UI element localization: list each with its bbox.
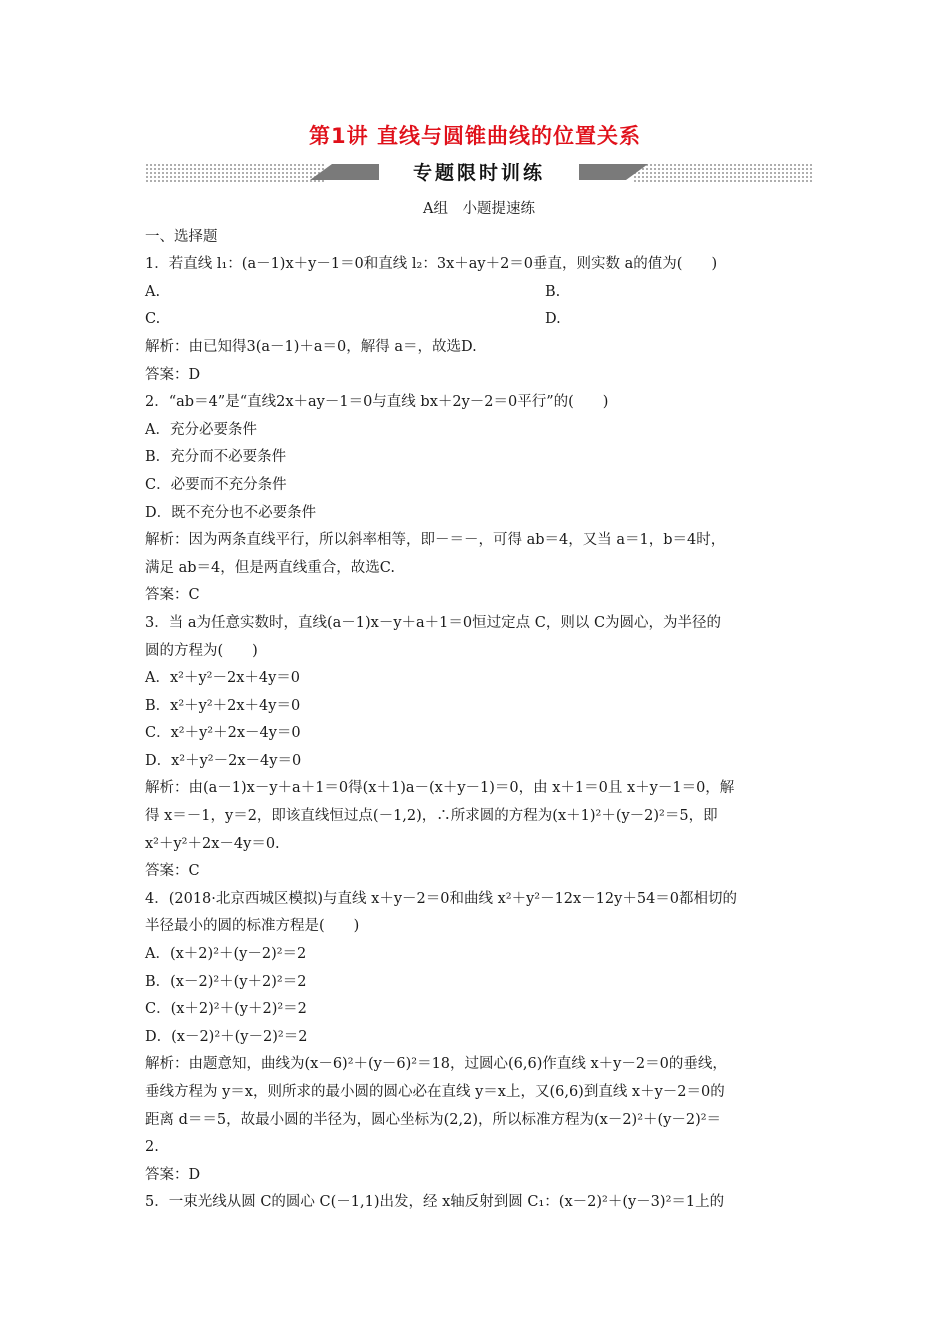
question-4-answer: 答案：D: [145, 1166, 201, 1183]
question-4-option-a: A．(x＋2)²＋(y－2)²＝2: [145, 946, 307, 963]
question-3-option-c: C．x²＋y²＋2x－4y＝0: [145, 725, 301, 742]
question-2-option-c: C．必要而不充分条件: [145, 476, 287, 493]
question-2-answer: 答案：C: [145, 587, 200, 604]
question-4-option-b: B．(x－2)²＋(y＋2)²＝2: [145, 973, 307, 990]
question-2-option-d: D．既不充分也不必要条件: [145, 504, 317, 521]
question-2-analysis-line-2: 满足 ab＝4，但是两直线重合，故选C.: [145, 559, 395, 576]
question-2-stem: 2．“ab＝4”是“直线2x＋ay－1＝0与直线 bx＋2y－2＝0平行”的( ): [145, 394, 609, 411]
question-3-answer: 答案：C: [145, 863, 200, 880]
page-title: 第1讲 直线与圆锥曲线的位置关系: [309, 124, 641, 148]
question-3-analysis-line-1: 解析：由(a－1)x－y＋a＋1＝0得(x＋1)a－(x＋y－1)＝0，由 x＋1＝0且 x＋y－1＝0，解: [145, 780, 735, 797]
question-4-analysis-line-4: 2.: [145, 1139, 159, 1156]
question-3-option-b: B．x²＋y²＋2x＋4y＝0: [145, 697, 301, 714]
question-1-stem: 1．若直线 l₁：(a－1)x＋y－1＝0和直线 l₂：3x＋ay＋2＝0垂直，则实数 a的值为( ): [145, 256, 718, 273]
question-1-analysis: 解析：由已知得3(a－1)＋a＝0，解得 a＝，故选D.: [145, 338, 477, 355]
question-3-analysis-line-3: x²＋y²＋2x－4y＝0.: [145, 835, 280, 852]
question-1-option-a: A.: [145, 283, 161, 300]
question-2-analysis-line-1: 解析：因为两条直线平行，所以斜率相等，即－＝－，可得 ab＝4，又当 a＝1，b＝4时，: [145, 532, 726, 549]
question-5-stem-line-1: 5．一束光线从圆 C的圆心 C(－1,1)出发，经 x轴反射到圆 C₁：(x－2)²＋(y－3)²＝1上的: [145, 1194, 725, 1211]
question-4-analysis-line-3: 距离 d＝＝5，故最小圆的半径为，圆心坐标为(2,2)，所以标准方程为(x－2)²＋(y－2)²＝: [145, 1111, 722, 1128]
group-heading: A组 小题提速练: [423, 201, 535, 217]
banner-dot-pattern-right: [633, 163, 813, 183]
question-4-analysis-line-1: 解析：由题意知，曲线为(x－6)²＋(y－6)²＝18，过圆心(6,6)作直线 x＋y－2＝0的垂线，: [145, 1056, 727, 1073]
question-3-option-a: A．x²＋y²－2x＋4y＝0: [145, 670, 301, 687]
exercise-content: [145, 196, 813, 1217]
question-2-option-b: B．充分而不必要条件: [145, 449, 287, 466]
question-3-option-d: D．x²＋y²－2x－4y＝0: [145, 752, 302, 769]
question-3-stem-line-1: 3．当 a为任意实数时，直线(a－1)x－y＋a＋1＝0恒过定点 C，则以 C为圆心，为半径的: [145, 614, 722, 631]
banner-dot-pattern-left: [145, 163, 325, 183]
section-heading: 一、选择题: [145, 228, 218, 245]
question-1-answer: 答案：D: [145, 366, 201, 383]
question-4-analysis-line-2: 垂线方程为 y＝x，则所求的最小圆的圆心必在直线 y＝x上，又(6,6)到直线 x＋y－2＝0的: [145, 1084, 725, 1100]
question-3-analysis-line-2: 得 x＝－1，y＝2，即该直线恒过点(－1,2)，∴所求圆的方程为(x＋1)²＋(y－2)²＝5，即: [145, 808, 718, 825]
question-1-option-b: B.: [545, 283, 561, 300]
banner-label: 专题限时训练: [379, 158, 579, 188]
section-banner: [145, 158, 813, 188]
question-4-stem-line-2: 半径最小的圆的标准方程是( ): [145, 918, 360, 935]
question-1-options-row-1: [145, 279, 813, 307]
question-1-option-d: D.: [545, 311, 561, 328]
question-3-stem-line-2: 圆的方程为( ): [145, 642, 258, 659]
question-4-option-c: C．(x＋2)²＋(y＋2)²＝2: [145, 1001, 307, 1018]
question-2-option-a: A．充分必要条件: [145, 421, 257, 438]
question-4-stem-line-1: 4．(2018·北京西城区模拟)与直线 x＋y－2＝0和曲线 x²＋y²－12x－12y＋54＝0都相切的: [145, 890, 738, 907]
question-1-option-c: C.: [145, 311, 161, 328]
question-4-option-d: D．(x－2)²＋(y－2)²＝2: [145, 1028, 308, 1045]
question-1-options-row-2: [145, 306, 813, 334]
